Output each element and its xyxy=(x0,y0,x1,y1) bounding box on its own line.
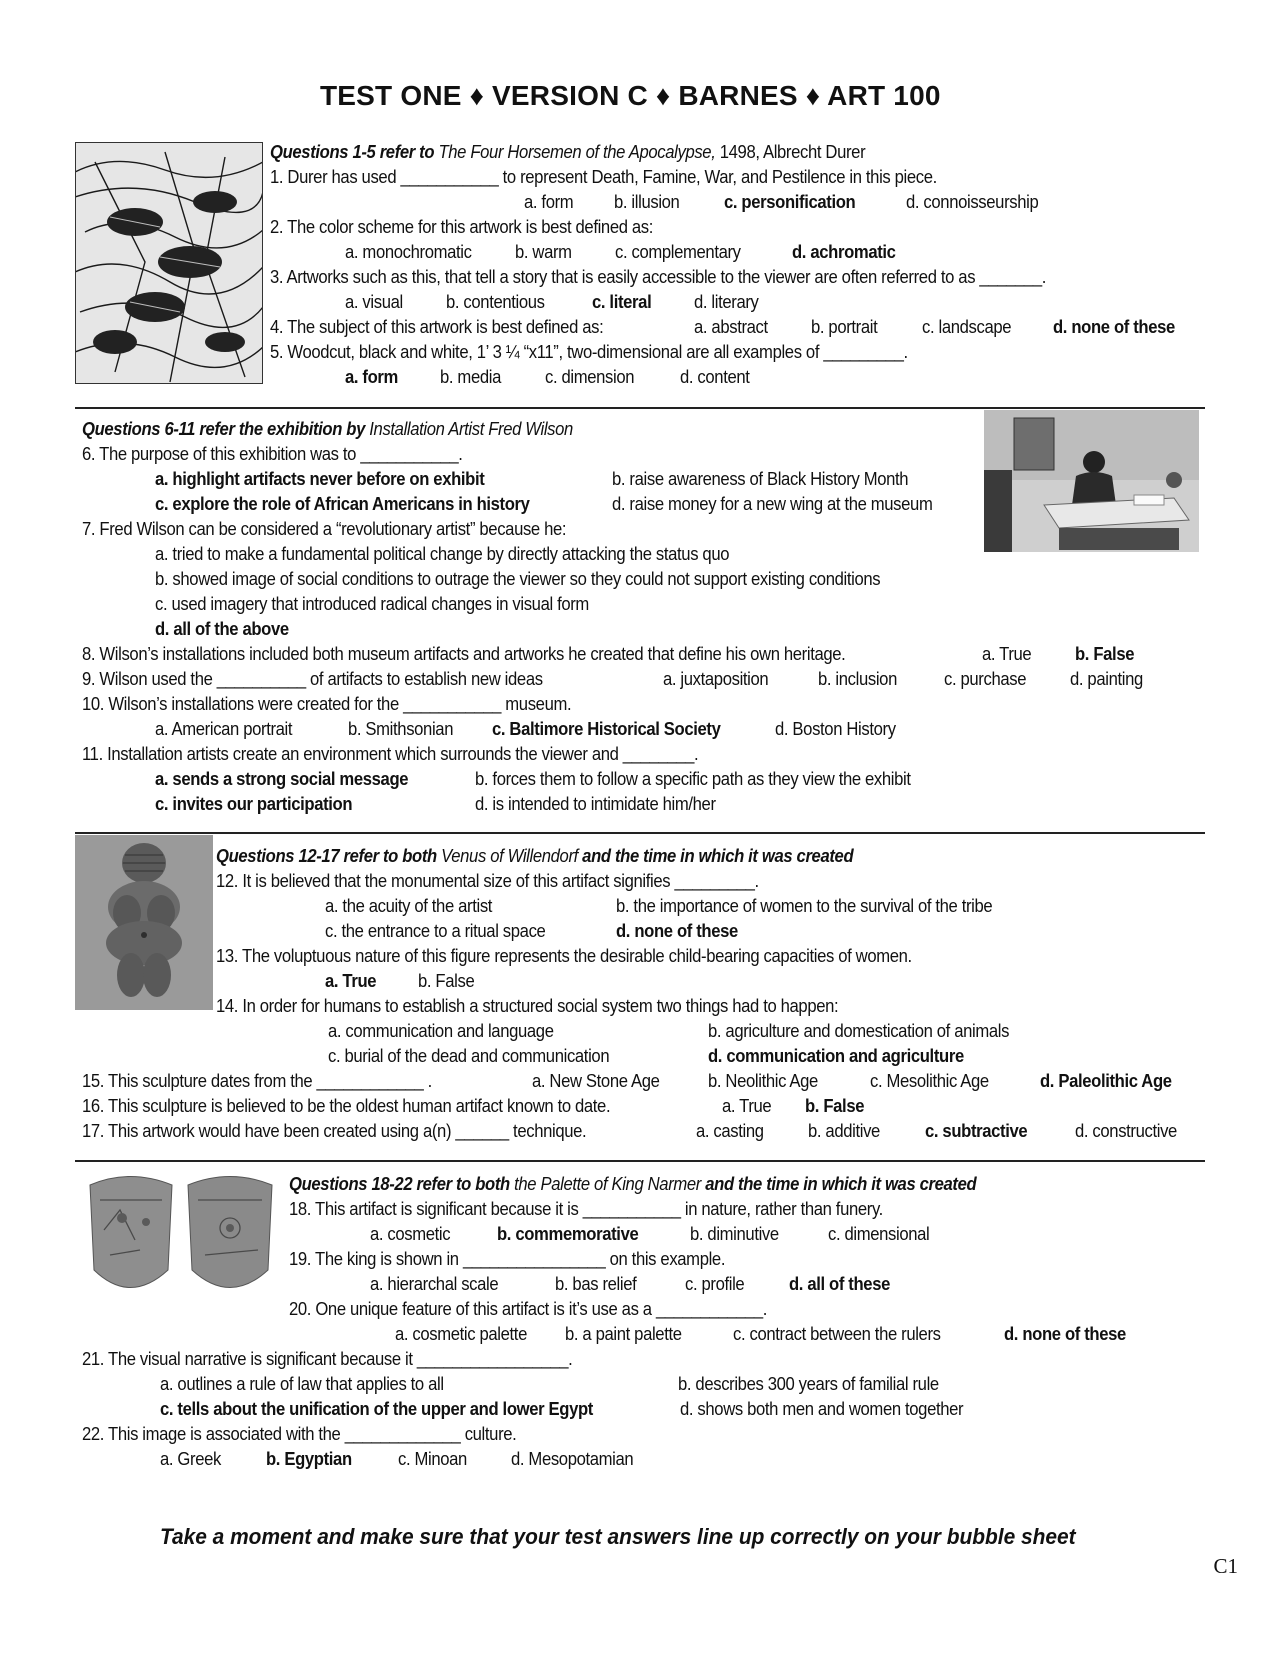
question-21: 21. The visual narrative is significant because it _________________. xyxy=(82,1348,573,1369)
q15-option-c: c. Mesolithic Age xyxy=(870,1070,989,1091)
q21-option-b: b. describes 300 years of familial rule xyxy=(678,1373,939,1394)
q10-option-d: d. Boston History xyxy=(775,718,896,739)
q17-option-a: a. casting xyxy=(696,1120,764,1141)
q2-option-b: b. warm xyxy=(515,241,572,262)
q4-option-d: d. none of these xyxy=(1053,316,1175,337)
q8-option-b: b. False xyxy=(1075,643,1135,664)
q5-option-c: c. dimension xyxy=(545,366,635,387)
question-4: 4. The subject of this artwork is best defined as: xyxy=(270,316,604,337)
question-16: 16. This sculpture is believed to be the oldest human artifact known to date. xyxy=(82,1095,611,1116)
narmer-palette-image xyxy=(80,1170,280,1300)
q11-option-c: c. invites our participation xyxy=(155,793,353,814)
question-14: 14. In order for humans to establish a structured social system two things had to happen: xyxy=(216,995,839,1016)
section3-header: Questions 12-17 refer to both Venus of Willendorf and the time in which it was created xyxy=(216,845,854,866)
q19-option-a: a. hierarchal scale xyxy=(370,1273,499,1294)
q21-option-d: d. shows both men and women together xyxy=(680,1398,964,1419)
q5-option-a: a. form xyxy=(345,366,399,387)
q18-option-d: c. dimensional xyxy=(828,1223,930,1244)
q12-option-d: d. none of these xyxy=(616,920,738,941)
q22-option-d: d. Mesopotamian xyxy=(511,1448,634,1469)
q1-option-c: c. personification xyxy=(724,191,856,212)
section2-header: Questions 6-11 refer the exhibition by Installation Artist Fred Wilson xyxy=(82,418,573,439)
question-3: 3. Artworks such as this, that tell a story that is easily accessible to the viewer are often referred to as _______. xyxy=(270,266,1046,287)
q7-option-b: b. showed image of social conditions to outrage the viewer so they could not support existing conditions xyxy=(155,568,881,589)
question-5: 5. Woodcut, black and white, 1’ 3 ¼ “x11”, two-dimensional are all examples of _________. xyxy=(270,341,908,362)
question-11: 11. Installation artists create an environment which surrounds the viewer and ________. xyxy=(82,743,699,764)
question-22: 22. This image is associated with the _____________ culture. xyxy=(82,1423,517,1444)
q13-option-b: b. False xyxy=(418,970,475,991)
q19-option-d: d. all of these xyxy=(789,1273,890,1294)
q1-option-b: b. illusion xyxy=(614,191,680,212)
q2-option-a: a. monochromatic xyxy=(345,241,472,262)
q15-option-a: a. New Stone Age xyxy=(532,1070,660,1091)
q16-option-a: a. True xyxy=(722,1095,772,1116)
section-divider xyxy=(75,832,1205,834)
q14-option-d: d. communication and agriculture xyxy=(708,1045,964,1066)
q9-option-b: b. inclusion xyxy=(818,668,897,689)
q1-option-a: a. form xyxy=(524,191,574,212)
q3-option-c: c. literal xyxy=(592,291,652,312)
footer-instruction: Take a moment and make sure that your test answers line up correctly on your bubble sheet xyxy=(160,1524,1076,1549)
q11-option-b: b. forces them to follow a specific path as they view the exhibit xyxy=(475,768,911,789)
q10-option-a: a. American portrait xyxy=(155,718,293,739)
q12-option-a: a. the acuity of the artist xyxy=(325,895,493,916)
venus-of-willendorf-image xyxy=(75,835,213,1010)
q4-option-a: a. abstract xyxy=(694,316,768,337)
q20-option-d: d. none of these xyxy=(1004,1323,1126,1344)
section-divider xyxy=(75,1160,1205,1162)
q7-option-d: d. all of the above xyxy=(155,618,289,639)
page-code: C1 xyxy=(1213,1554,1238,1578)
q4-option-b: b. portrait xyxy=(811,316,878,337)
q22-option-a: a. Greek xyxy=(160,1448,221,1469)
q12-option-b: b. the importance of women to the survival of the tribe xyxy=(616,895,993,916)
q11-option-a: a. sends a strong social message xyxy=(155,768,409,789)
q2-option-c: c. complementary xyxy=(615,241,741,262)
q9-option-c: c. purchase xyxy=(944,668,1027,689)
q17-option-c: c. subtractive xyxy=(925,1120,1028,1141)
q3-option-a: a. visual xyxy=(345,291,403,312)
q21-option-c: c. tells about the unification of the upper and lower Egypt xyxy=(160,1398,593,1419)
q4-option-c: c. landscape xyxy=(922,316,1012,337)
page-title: TEST ONE ♦ VERSION C ♦ BARNES ♦ ART 100 xyxy=(320,80,941,111)
q20-option-c: c. contract between the rulers xyxy=(733,1323,941,1344)
q7-option-a: a. tried to make a fundamental political change by directly attacking the status quo xyxy=(155,543,730,564)
q10-option-c: c. Baltimore Historical Society xyxy=(492,718,721,739)
question-1: 1. Durer has used ___________ to represent Death, Famine, War, and Pestilence in this piece. xyxy=(270,166,937,187)
q2-option-d: d. achromatic xyxy=(792,241,896,262)
q21-option-a: a. outlines a rule of law that applies to all xyxy=(160,1373,444,1394)
question-8: 8. Wilson’s installations included both museum artifacts and artworks he created that define his own heritage. xyxy=(82,643,846,664)
q16-option-b: b. False xyxy=(805,1095,865,1116)
q20-option-a: a. cosmetic palette xyxy=(395,1323,527,1344)
q3-option-d: d. literary xyxy=(694,291,759,312)
four-horsemen-image xyxy=(75,142,263,384)
q15-option-b: b. Neolithic Age xyxy=(708,1070,818,1091)
question-19: 19. The king is shown in ________________ on this example. xyxy=(289,1248,726,1269)
q12-option-c: c. the entrance to a ritual space xyxy=(325,920,546,941)
section1-header: Questions 1-5 refer to The Four Horsemen of the Apocalypse, 1498, Albrecht Durer xyxy=(270,141,866,162)
question-20: 20. One unique feature of this artifact is it’s use as a ____________. xyxy=(289,1298,768,1319)
fred-wilson-photo xyxy=(984,410,1199,552)
q18-option-b: b. commemorative xyxy=(497,1223,639,1244)
q9-option-d: d. painting xyxy=(1070,668,1143,689)
question-18: 18. This artifact is significant because it is ___________ in nature, rather than funery. xyxy=(289,1198,883,1219)
q1-option-d: d. connoisseurship xyxy=(906,191,1039,212)
question-13: 13. The voluptuous nature of this figure represents the desirable child-bearing capacities of women. xyxy=(216,945,912,966)
q19-option-b: b. bas relief xyxy=(555,1273,637,1294)
q8-option-a: a. True xyxy=(982,643,1032,664)
section-divider xyxy=(75,407,1205,409)
question-6: 6. The purpose of this exhibition was to ___________. xyxy=(82,443,463,464)
q17-option-d: d. constructive xyxy=(1075,1120,1177,1141)
q10-option-b: b. Smithsonian xyxy=(348,718,454,739)
q6-option-a: a. highlight artifacts never before on exhibit xyxy=(155,468,485,489)
q5-option-d: d. content xyxy=(680,366,750,387)
question-17: 17. This artwork would have been created using a(n) ______ technique. xyxy=(82,1120,587,1141)
q9-option-a: a. juxtaposition xyxy=(663,668,769,689)
question-7: 7. Fred Wilson can be considered a “revolutionary artist” because he: xyxy=(82,518,567,539)
q20-option-b: b. a paint palette xyxy=(565,1323,682,1344)
q13-option-a: a. True xyxy=(325,970,377,991)
q14-option-c: c. burial of the dead and communication xyxy=(328,1045,610,1066)
q3-option-b: b. contentious xyxy=(446,291,545,312)
q14-option-b: b. agriculture and domestication of animals xyxy=(708,1020,1010,1041)
q22-option-c: c. Minoan xyxy=(398,1448,467,1469)
q6-option-d: d. raise money for a new wing at the museum xyxy=(612,493,933,514)
question-15: 15. This sculpture dates from the ____________ . xyxy=(82,1070,432,1091)
question-10: 10. Wilson’s installations were created for the ___________ museum. xyxy=(82,693,572,714)
q22-option-b: b. Egyptian xyxy=(266,1448,352,1469)
q5-option-b: b. media xyxy=(440,366,501,387)
q19-option-c: c. profile xyxy=(685,1273,745,1294)
q18-option-a: a. cosmetic xyxy=(370,1223,451,1244)
q18-option-c: b. diminutive xyxy=(690,1223,779,1244)
question-12: 12. It is believed that the monumental size of this artifact signifies _________. xyxy=(216,870,759,891)
question-9: 9. Wilson used the __________ of artifacts to establish new ideas xyxy=(82,668,543,689)
section4-header: Questions 18-22 refer to both the Palette of King Narmer and the time in which it was created xyxy=(289,1173,977,1194)
q17-option-b: b. additive xyxy=(808,1120,880,1141)
q15-option-d: d. Paleolithic Age xyxy=(1040,1070,1172,1091)
q14-option-a: a. communication and language xyxy=(328,1020,554,1041)
q7-option-c: c. used imagery that introduced radical changes in visual form xyxy=(155,593,589,614)
q6-option-c: c. explore the role of African Americans in history xyxy=(155,493,530,514)
question-2: 2. The color scheme for this artwork is best defined as: xyxy=(270,216,654,237)
q11-option-d: d. is intended to intimidate him/her xyxy=(475,793,716,814)
q6-option-b: b. raise awareness of Black History Month xyxy=(612,468,909,489)
